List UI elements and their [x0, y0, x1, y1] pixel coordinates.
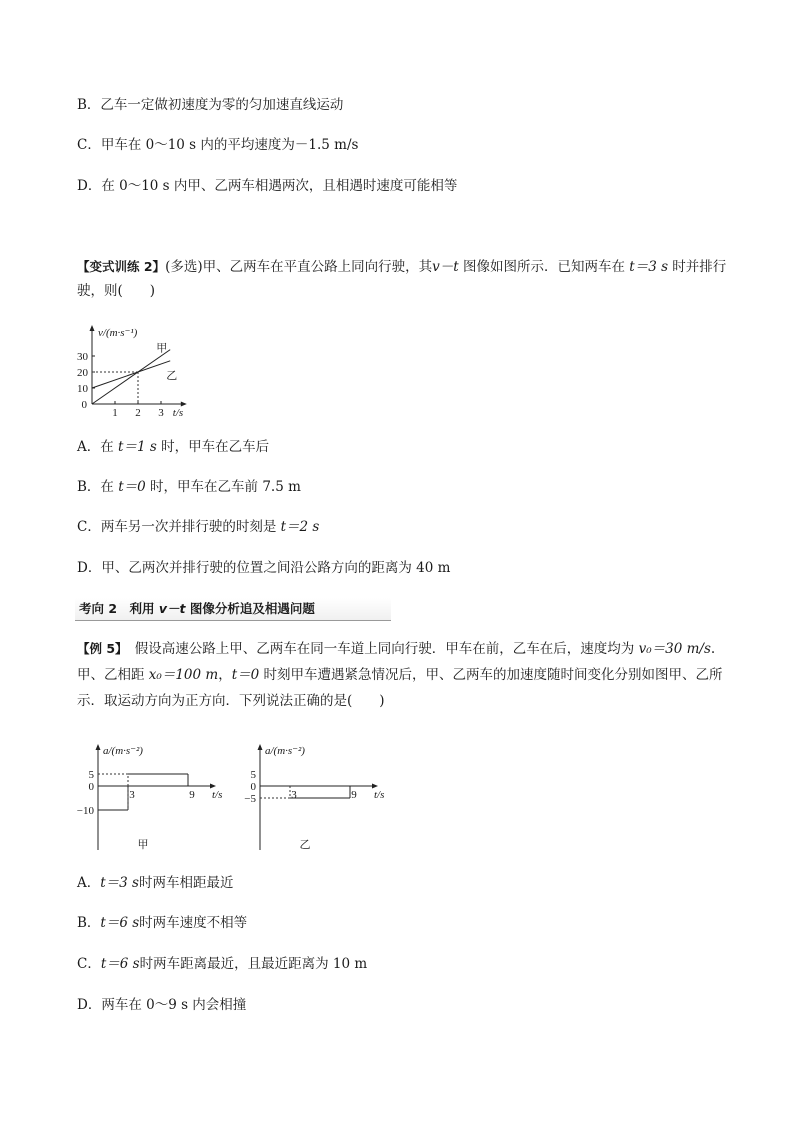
atj-y-axis-label: a/(m·s⁻²): [103, 745, 143, 757]
ex5-option-b-letter: B．: [77, 915, 101, 931]
at-chart-yi: [232, 740, 385, 855]
atj-y-tick-label: 0: [88, 781, 94, 793]
q2-multi: (多选): [165, 259, 203, 275]
prev-option-c: [77, 135, 358, 155]
ex5-tag: 【例 5】: [77, 641, 122, 656]
vt-y-tick-label: 10: [77, 383, 88, 395]
q2-option-a-t: t＝1 s: [118, 439, 157, 455]
q2-option-a-post: 时，甲车在乙车后: [156, 439, 270, 455]
vt-x-tick-label: 3: [158, 407, 164, 419]
prev-option-d: D．在 0～10 s 内甲、乙两车相遇两次，且相遇时速度可能相等: [77, 178, 458, 194]
ex5-x0: x₀＝100 m: [148, 667, 219, 683]
section-heading: [75, 598, 391, 621]
prev-option-b: B．乙车一定做初速度为零的匀加速直线运动: [77, 97, 344, 113]
aty-y-arrow: [258, 744, 263, 750]
ex5-option-b-post: 时两车速度不相等: [139, 915, 248, 931]
ex5-option-d: D．两车在 0～9 s 内会相撞: [77, 997, 247, 1013]
q2-tag: 【变式训练 2】: [77, 259, 166, 274]
atj-x-tick-label: 3: [129, 789, 135, 801]
ex5-stem: [77, 636, 727, 714]
vt-y-tick-label: 20: [77, 367, 88, 379]
aty-x-tick-label: 3: [291, 789, 297, 801]
q2-option-b: [77, 477, 301, 497]
aty-y-tick-label: 0: [250, 781, 256, 793]
vt-x-tick-label: 2: [135, 407, 141, 419]
ex5-option-c: [77, 954, 367, 974]
q2-option-a: [77, 437, 269, 457]
atj-x-tick-label: 9: [189, 789, 195, 801]
vt-series-label-jia: 甲: [156, 342, 168, 355]
aty-x-arrow: [372, 784, 378, 789]
ex5-option-a-letter: A．: [77, 875, 101, 891]
atj-x-arrow: [210, 784, 216, 789]
vt-x-axis-label: t/s: [172, 407, 184, 419]
aty-y-tick-label: −5: [244, 793, 256, 805]
ex5-text2: .甲、乙相距: [77, 641, 716, 683]
vt-y-tick-label: 30: [77, 351, 88, 363]
vt-series-group: [92, 350, 170, 404]
vt-series-line-yi: [92, 361, 170, 388]
q2-stem: [77, 255, 727, 303]
at-chart-jia: [70, 740, 223, 855]
aty-y-tick-label: 5: [250, 769, 256, 781]
q2-option-d: D．甲、乙两次并排行驶的位置之间沿公路方向的距离为 40 m: [77, 560, 451, 576]
vt-labels-group: [77, 327, 183, 419]
aty-x-tick-label: 9: [351, 789, 357, 801]
vt-x-arrow: [181, 402, 187, 407]
q2-text3: 时并排行: [668, 259, 727, 275]
atj-y-arrow: [96, 744, 101, 750]
ex5-option-a-post: 时两车相距最近: [138, 875, 234, 891]
ex5-option-b-t: t＝6 s: [100, 915, 140, 931]
q2-text2: 图像如图所示．已知两车在: [458, 259, 630, 275]
aty-caption: 乙: [299, 839, 311, 851]
q2-option-b-t: t＝0: [118, 479, 146, 495]
section-heading-vt: v－t: [158, 601, 186, 616]
aty-x-axis-label: t/s: [374, 789, 385, 801]
vt-y-axis-label: v/(m·s⁻¹): [98, 327, 138, 339]
ex5-t0: t＝0: [231, 667, 260, 683]
ex5-text4: 时刻甲车遭遇紧急情况后，甲、乙两车的加速度随时间变化分别如图甲、乙所示．取运动方向为正方向．下列说法正确的是( ): [77, 667, 723, 709]
vt-series-label-yi: 乙: [166, 369, 178, 382]
aty-y-axis-label: a/(m·s⁻²): [265, 745, 305, 757]
vt-y-arrow: [90, 325, 95, 331]
vt-x-tick-label: 1: [112, 407, 118, 419]
ex5-v0: v₀＝30 m/s: [638, 641, 711, 657]
ex5-text1: 假设高速公路上甲、乙两车在同一车道上同向行驶．甲车在前，乙车在后，速度均为: [121, 641, 639, 657]
ex5-option-c-t: t＝6 s: [100, 956, 140, 972]
q2-option-a-pre: A．在: [77, 439, 119, 455]
atj-x-axis-label: t/s: [212, 789, 223, 801]
vt-origin-label: 0: [81, 399, 87, 411]
atj-caption: 甲: [137, 839, 149, 851]
atj-y-tick-label: −10: [76, 805, 94, 817]
q2-option-b-post: 时，甲车在乙车前 7.5 m: [145, 479, 301, 495]
q2-text4: 驶，则( ): [77, 283, 156, 299]
at-chart-jia-group: [77, 744, 223, 851]
section-heading-rest: 图像分析追及相遇问题: [185, 601, 315, 616]
at-chart-yi-group: [244, 744, 384, 851]
ex5-option-b: [77, 913, 247, 933]
ex5-option-a-t: t＝3 s: [100, 875, 139, 891]
q2-option-c-pre: C．两车另一次并排行驶的时刻是: [77, 519, 281, 535]
ex5-option-a: [77, 873, 233, 893]
prev-option-c-value: －1.5 m/s: [294, 137, 359, 153]
atj-y-tick-label: 5: [88, 769, 94, 781]
prev-option-c-text: C．甲车在 0～10 s 内的平均速度为: [77, 137, 295, 153]
q2-vt: v－t: [432, 259, 459, 275]
q2-text1: 甲、乙两车在平直公路上同向行驶，其: [202, 259, 433, 275]
q2-option-c-t: t＝2 s: [280, 519, 320, 535]
vt-chart: [70, 322, 210, 417]
ex5-option-c-letter: C．: [77, 956, 101, 972]
q2-t3: t＝3 s: [629, 259, 668, 275]
q2-option-b-pre: B．在: [77, 479, 119, 495]
ex5-option-c-post: 时两车距离最近，且最近距离为 10 m: [139, 956, 368, 972]
q2-option-c: [77, 517, 319, 537]
section-heading-label: 考向 2 利用: [79, 601, 159, 616]
vt-series-line-jia: [92, 350, 170, 404]
ex5-text3: ，: [218, 667, 232, 683]
